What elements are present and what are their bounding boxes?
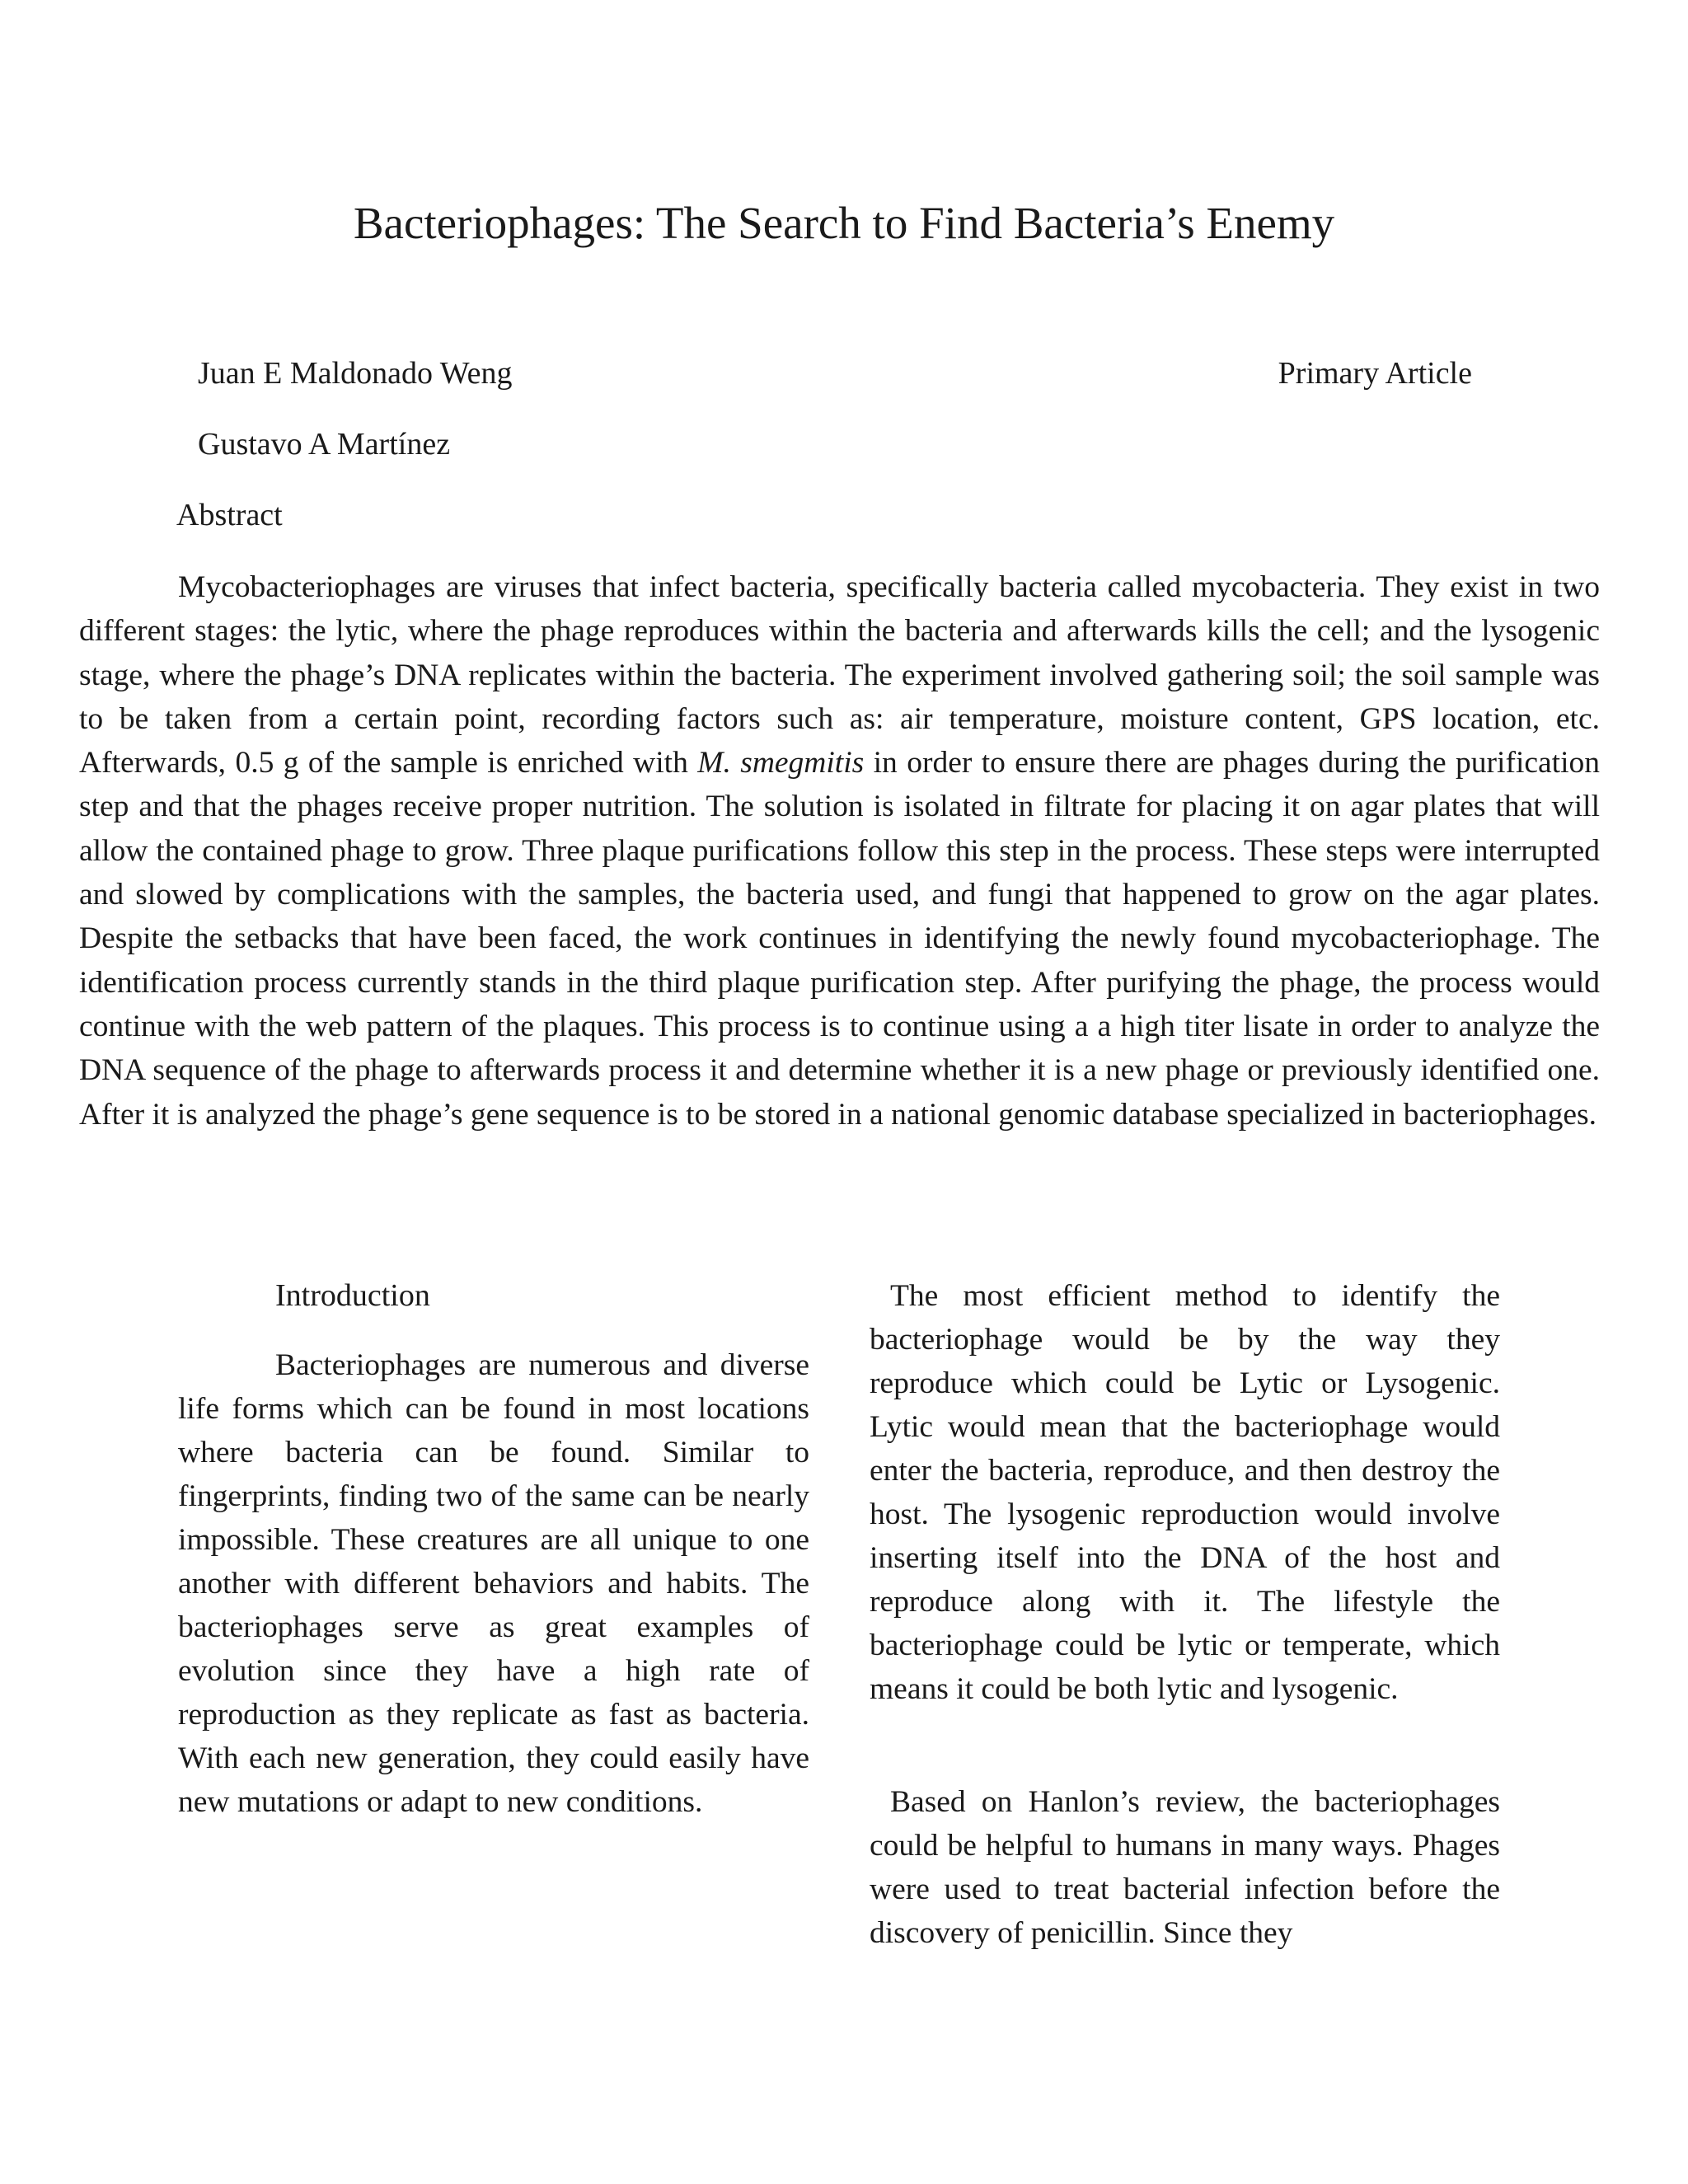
abstract-paragraph bbox=[79, 565, 1600, 1137]
article-type: Primary Article bbox=[1278, 356, 1472, 391]
author-name: Juan E Maldonado Weng bbox=[198, 356, 513, 391]
author-name: Gustavo A Martínez bbox=[198, 427, 451, 462]
paper-title: Bacteriophages: The Search to Find Bacteria’s Enemy bbox=[353, 198, 1335, 248]
introduction-heading: Introduction bbox=[275, 1278, 430, 1313]
abstract-text: in order to ensure there are phages during the purification step and that the phages receive proper nutrition. The solution is isolated in filtrate for placing it on agar plates that will allow the contained phage to grow. Three plaque purifications follow this step in the process. These steps were interrupted and slowed by complications with the samples, the bacteria used, and fungi that happened to grow on the agar plates. Despite the setbacks that have been faced, the work continues in identifying the newly found mycobacteriophage. The identification process currently stands in the third plaque purification step. After purifying the phage, the process would continue with the web pattern of the plaques. This process is to continue using a a high titer lisate in order to analyze the DNA sequence of the phage to afterwards process it and determine whether it is a new phage or previously identified one. After it is analyzed the phage’s gene sequence is to be stored in a national genomic database specialized in bacteriophages. bbox=[79, 746, 1600, 1132]
body-paragraph: Based on Hanlon’s review, the bacteriophages could be helpful to humans in many ways. Phages were used to treat bacterial infection before the discovery of penicillin. Since they bbox=[870, 1785, 1500, 1950]
abstract-text: Mycobacteriophages are viruses that infect bacteria, specifically bacteria called mycobacteria. They exist in two different stages: the lytic, where the phage reproduces within the bacteria and afterwards kills the cell; and the lysogenic stage, where the phage’s DNA replicates within the bacteria. The experiment involved gathering soil; the soil sample was to be taken from a certain point, recording factors such as: air temperature, moisture content, GPS location, etc. Afterwards, 0.5 g of the sample is enriched with bbox=[79, 570, 1600, 780]
body-paragraph: The most efficient method to identify the bacteriophage would be by the way they reproduce which could be Lytic or Lysogenic. Lytic would mean that the bacteriophage would enter the bacteria, reproduce, and then destroy the host. The lysogenic reproduction would involve inserting itself into the DNA of the host and reproduce along with it. The lifestyle the bacteriophage could be lytic or temperate, which means it could be both lytic and lysogenic. bbox=[870, 1279, 1500, 1706]
abstract-heading: Abstract bbox=[176, 498, 283, 532]
species-name: M. smegmitis bbox=[697, 746, 865, 780]
introduction-paragraph: Bacteriophages are numerous and diverse life forms which can be found in most locations where bacteria can be found. Similar to fingerprints, finding two of the same can be nearly impossible. These creatures are all unique to one another with different behaviors and habits. The bacteriophages serve as great examples of evolution since they have a high rate of reproduction as they replicate as fast as bacteria. With each new generation, they could easily have new mutations or adapt to new conditions. bbox=[178, 1348, 809, 1819]
